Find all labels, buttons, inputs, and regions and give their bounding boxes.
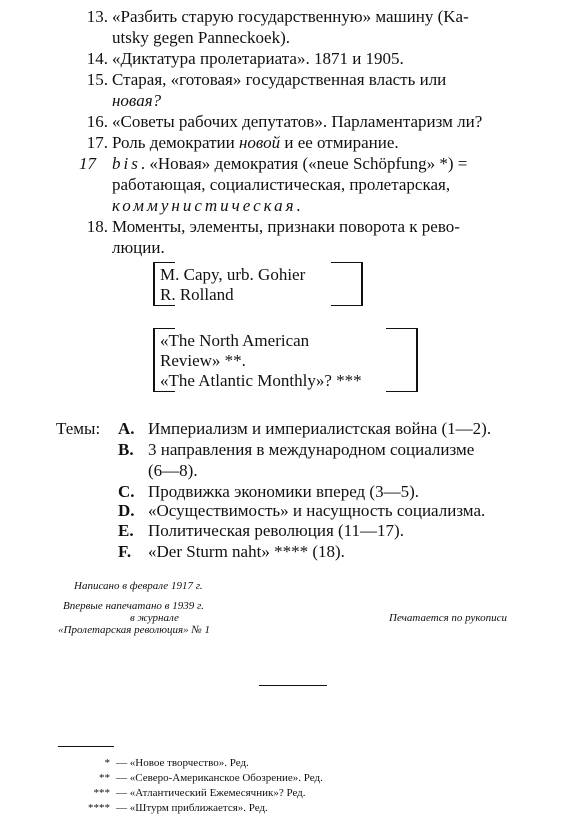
item-bis-label: bis [112,154,141,173]
first-printed: Впервые напечатано в 1939 г. [63,600,204,612]
footnote-mark: * [104,757,110,769]
item-text: utsky gegen Panneckoek). [112,28,290,47]
bracket-left [153,328,155,392]
bracket-left-bottom [153,391,175,392]
box-line: Review» **. [160,351,246,370]
bracket-right-top [386,328,418,329]
footnote-text: — «Новое творчество». Ред. [116,757,249,769]
theme-text: 3 направления в международном социализме [148,440,475,459]
item-text-part: . «Новая» демократия («neue Schöpfung» *) = [140,154,468,173]
footnote-text: — «Атлантический Ежемесячник»? Ред. [116,787,306,799]
theme-text: «Der Sturm naht» **** (18). [148,542,345,561]
theme-text: (6—8). [148,461,198,480]
item-number: 16. [86,112,108,131]
theme-letter: F. [118,542,132,561]
first-printed: в журнале [130,612,179,624]
footnote-mark: ** [99,772,110,784]
item-text-part: Роль демократии [112,133,239,152]
item-text: работающая, социалистическая, пролетарская, [112,175,451,194]
item-text-emphasis: новой [239,133,281,152]
section-divider [259,685,327,686]
theme-text: Политическая революция (11—17). [148,521,404,540]
themes-label: Темы: [56,419,101,438]
box-line: «The Atlantic Monthly»? *** [160,371,362,390]
bracket-right [361,262,363,306]
item-number: 15. [86,70,108,89]
footnote-text: — «Штурм приближается». Ред. [116,802,268,814]
theme-text: «Осуществимость» и насущность социализма. [148,501,486,520]
box-line: M. Capy, urb. Gohier [160,265,306,284]
item-number: 13. [86,7,108,26]
item-text: люции. [112,238,165,257]
item-text [112,132,399,153]
item-text: «Диктатура пролетариата». 1871 и 1905. [112,49,404,68]
theme-letter: D. [118,501,135,520]
printed-from: Печатается по рукописи [389,612,508,624]
bracket-right [416,328,418,392]
theme-text: Империализм и империалистская война (1—2). [148,419,492,438]
bracket-left-top [153,328,175,329]
bracket-left-top [153,262,175,263]
item-text-spaced: коммунистическая. [112,196,304,215]
box-line: «The North American [160,331,310,350]
item-text: Моменты, элементы, признаки поворота к рево- [112,217,460,236]
box-line: R. Rolland [160,285,234,304]
theme-letter: E. [118,521,134,540]
footnote-text: — «Северо-Американское Обозрение». Ред. [116,772,323,784]
item-number: 14. [86,49,108,68]
item-text: «Советы рабочих депутатов». Парламентаризм ли? [112,112,483,131]
item-number: 17 [79,154,96,173]
theme-letter: A. [118,419,135,438]
bracket-right-top [331,262,363,263]
first-printed: «Пролетарская революция» № 1 [58,624,210,636]
item-text: «Разбить старую государственную» машину (Ka- [112,7,469,26]
item-text: Старая, «готовая» государственная власть или [112,70,447,89]
written-date: Написано в феврале 1917 г. [74,580,203,592]
item-text-part: и ее отмирание. [280,133,399,152]
footnote-mark: *** [93,787,110,799]
bracket-right-bottom [386,391,418,392]
bracket-left [153,262,155,306]
bracket-right-bottom [331,305,363,306]
theme-letter: B. [118,440,134,459]
item-number: 18. [86,217,108,236]
bracket-left-bottom [153,305,175,306]
item-text: новая? [112,91,162,110]
theme-letter: C. [118,482,135,501]
item-text [112,153,467,174]
item-number: 17. [86,133,108,152]
footnote-divider [58,746,114,747]
theme-text: Продвижка экономики вперед (3—5). [148,482,419,501]
footnote-mark: **** [88,802,110,814]
